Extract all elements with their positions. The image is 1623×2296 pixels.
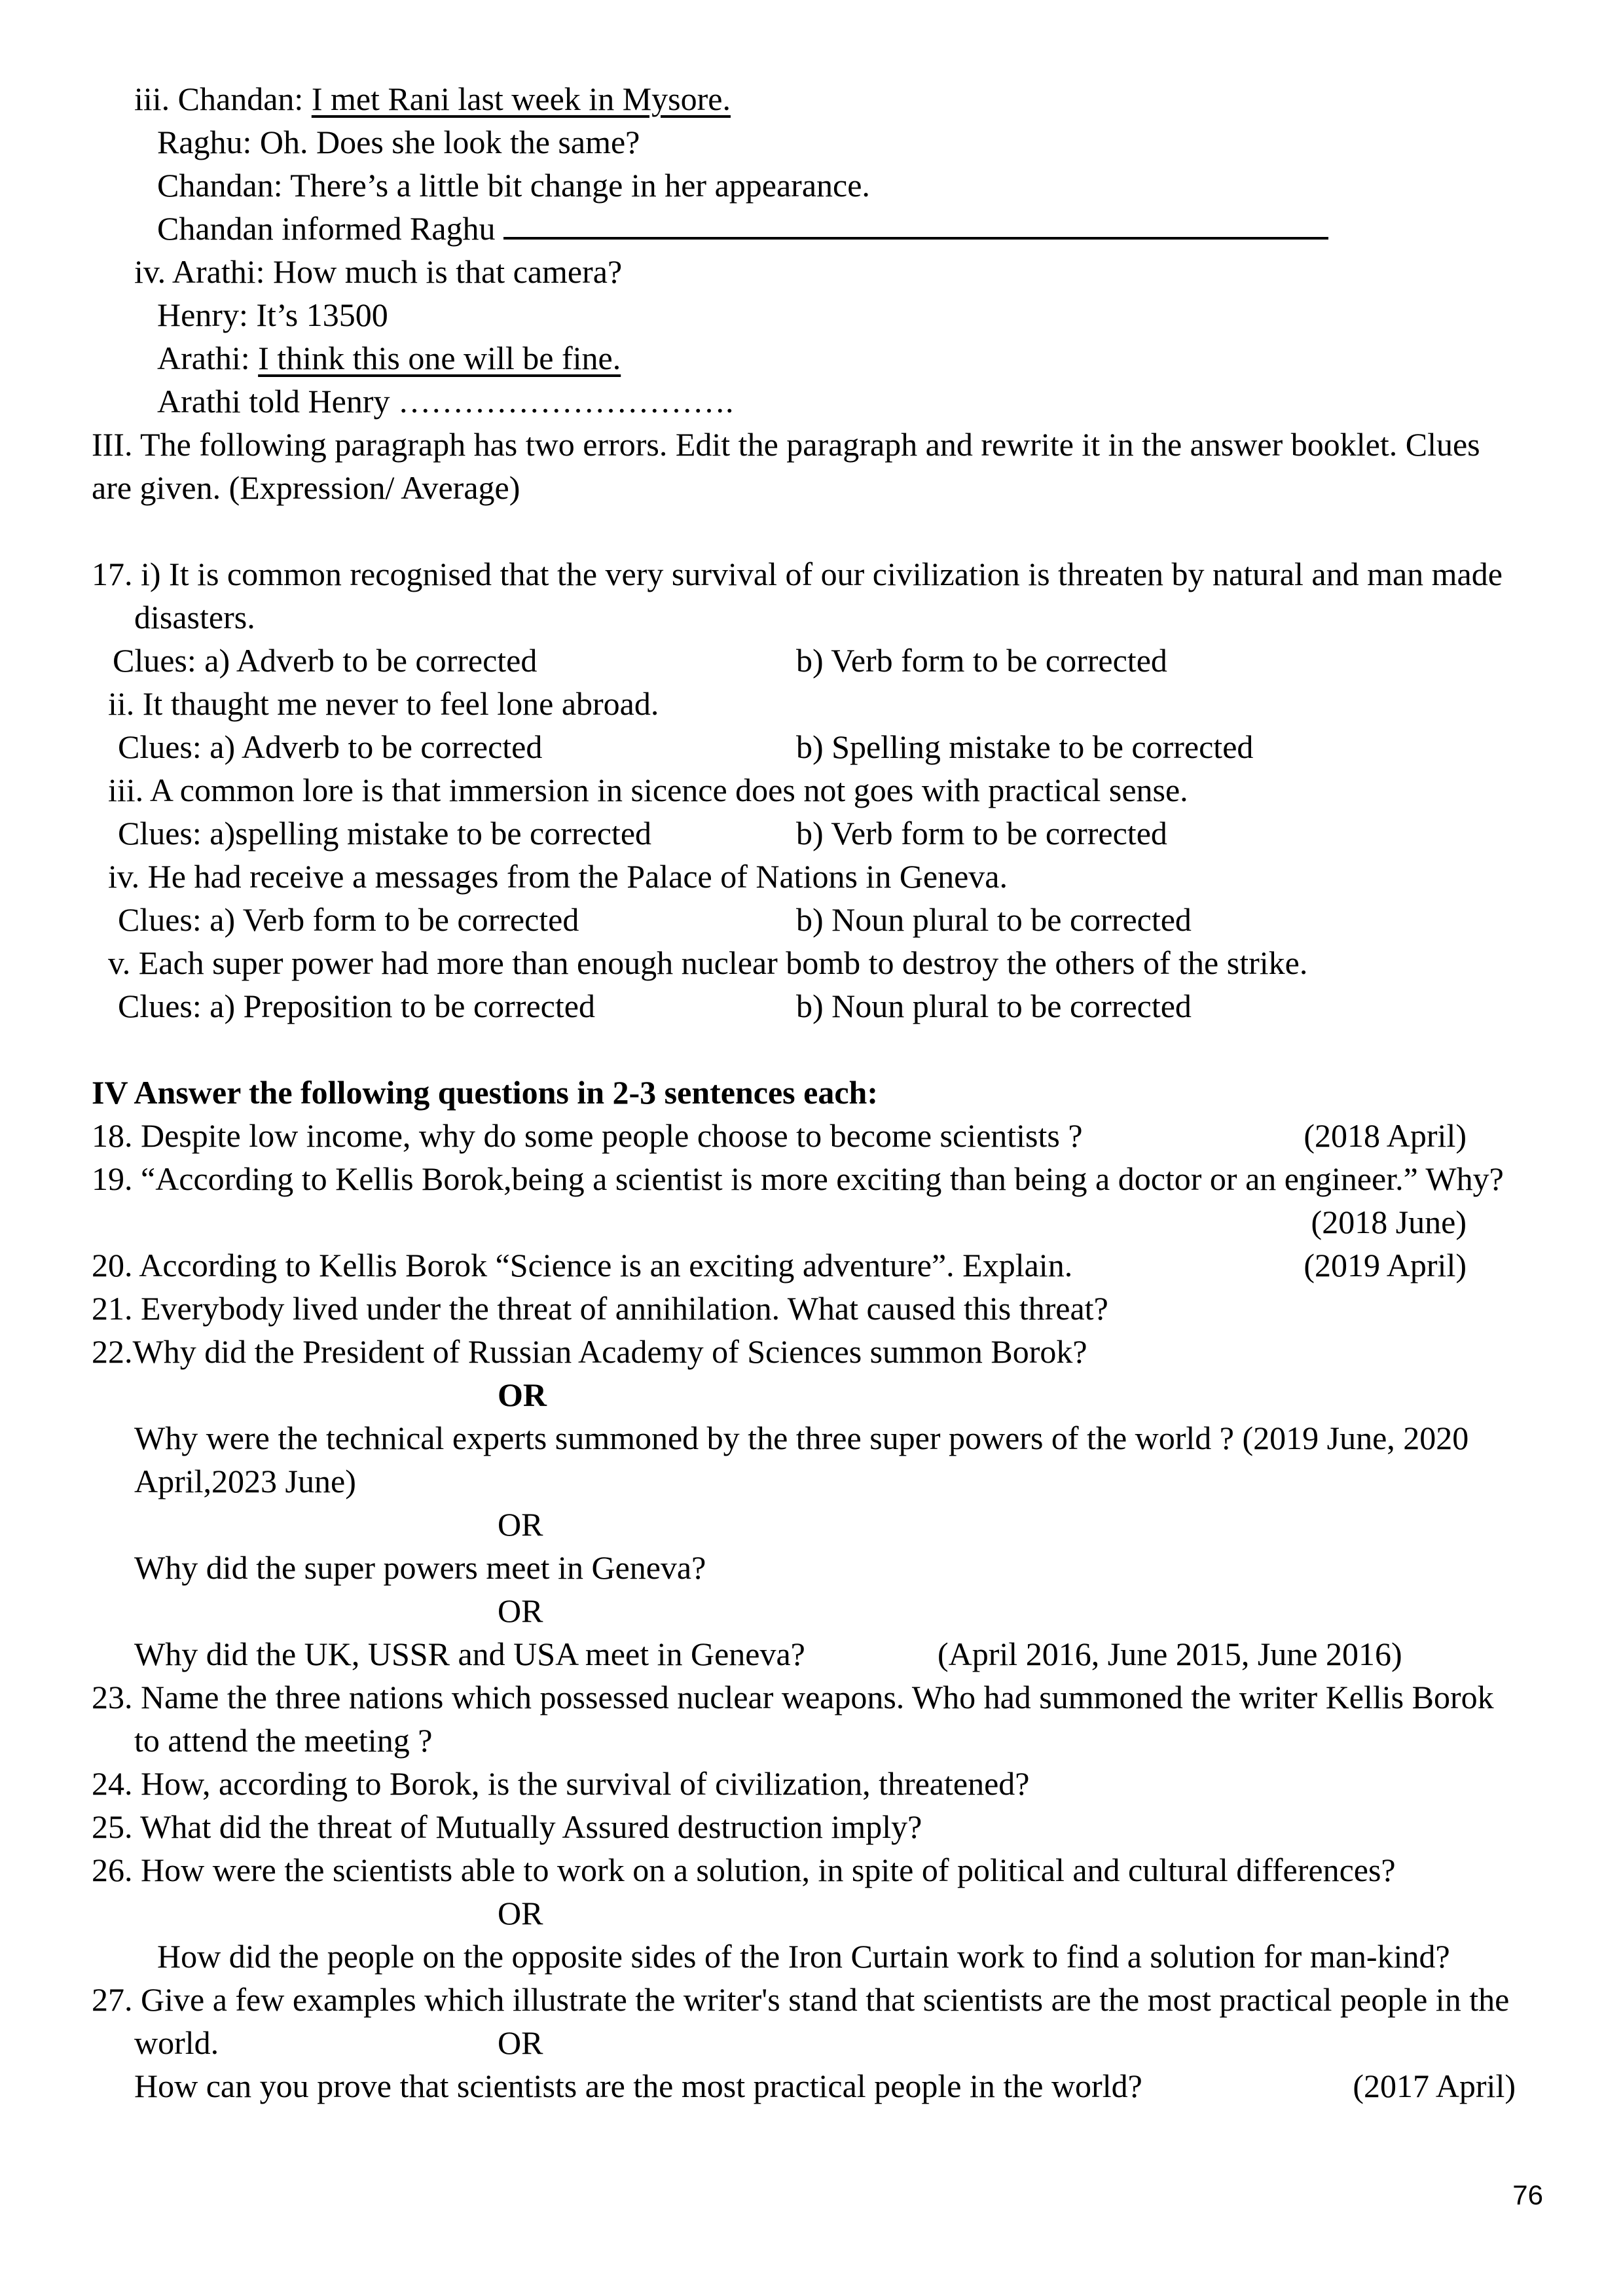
- text-span: b) Noun plural to be corrected: [796, 988, 1192, 1024]
- text-line: [92, 1114, 1532, 1157]
- text-span: Clues: a)spelling mistake to be corrected: [118, 815, 652, 852]
- text-line: [92, 293, 1532, 336]
- text-span: Clues: a) Preposition to be corrected: [118, 988, 595, 1024]
- text-line: [92, 984, 1532, 1028]
- document-content: [92, 77, 1532, 2108]
- text-line: [92, 380, 1532, 423]
- text-line: [92, 164, 1532, 207]
- text-span: OR: [498, 2024, 543, 2061]
- text-line: [92, 855, 1532, 898]
- text-line: [92, 2064, 1532, 2108]
- text-line: [92, 1589, 1532, 1632]
- text-span: OR: [498, 1895, 543, 1931]
- text-span: 19. “According to Kellis Borok,being a scientist is more exciting than being a doctor or an engineer.” Why?: [92, 1160, 1504, 1197]
- text-span: I think this one will be fine.: [258, 340, 621, 376]
- text-span: 26. How were the scientists able to work on a solution, in spite of political and cultural differences?: [92, 1852, 1396, 1888]
- fill-in-blank-line: [503, 237, 1328, 240]
- text-line: [92, 250, 1532, 293]
- text-line: [92, 1632, 1532, 1676]
- text-line: [92, 2021, 1532, 2064]
- text-span: 27. Give a few examples which illustrate the writer's stand that scientists are the most practical people in the: [92, 1981, 1510, 2018]
- text-span: 24. How, according to Borok, is the survival of civilization, threatened?: [92, 1765, 1030, 1802]
- text-line: [92, 1028, 1532, 1071]
- text-line: [92, 1762, 1532, 1805]
- text-line: [92, 1373, 1532, 1416]
- text-span: III. The following paragraph has two errors. Edit the paragraph and rewrite it in the answer booklet. Clues: [92, 426, 1480, 463]
- page-number: 76: [1512, 2179, 1543, 2210]
- text-line: [92, 596, 1532, 639]
- text-line: [92, 1546, 1532, 1589]
- text-span: Chandan: There’s a little bit change in her appearance.: [157, 167, 870, 204]
- text-span: OR: [498, 1592, 543, 1629]
- text-span: iii. Chandan:: [134, 81, 312, 117]
- text-span: 18. Despite low income, why do some people choose to become scientists ?: [92, 1117, 1083, 1154]
- text-line: [92, 725, 1532, 768]
- text-line: [92, 1330, 1532, 1373]
- text-span: v. Each super power had more than enough nuclear bomb to destroy the others of the strike.: [108, 944, 1308, 981]
- text-span: How can you prove that scientists are the most practical people in the world?: [134, 2068, 1142, 2104]
- text-line: [92, 1244, 1532, 1287]
- text-span: b) Noun plural to be corrected: [796, 901, 1192, 938]
- text-line: [92, 552, 1532, 596]
- text-line: [92, 423, 1532, 466]
- text-span: IV Answer the following questions in 2-3 sentences each:: [92, 1074, 878, 1111]
- text-line: [92, 639, 1532, 682]
- text-span: 20. According to Kellis Borok “Science is an exciting adventure”. Explain.: [92, 1247, 1073, 1283]
- text-span: 17. i) It is common recognised that the very survival of our civilization is threaten by natural and man made: [92, 556, 1503, 592]
- text-line: [92, 1935, 1532, 1978]
- text-line: [92, 1157, 1532, 1200]
- text-span: Raghu: Oh. Does she look the same?: [157, 124, 640, 160]
- text-span: iv. He had receive a messages from the Palace of Nations in Geneva.: [108, 858, 1008, 895]
- text-span: 25. What did the threat of Mutually Assured destruction imply?: [92, 1808, 922, 1845]
- text-span: iv. Arathi: How much is that camera?: [134, 253, 623, 290]
- text-span: 22.Why did the President of Russian Academy of Sciences summon Borok?: [92, 1333, 1087, 1370]
- text-span: OR: [498, 1506, 543, 1543]
- text-span: Why did the UK, USSR and USA meet in Geneva?: [134, 1636, 805, 1672]
- text-line: [92, 207, 1532, 250]
- text-span: How did the people on the opposite sides of the Iron Curtain work to find a solution for man-kind?: [157, 1938, 1450, 1975]
- text-span: 21. Everybody lived under the threat of annihilation. What caused this threat?: [92, 1290, 1108, 1327]
- text-span: disasters.: [134, 599, 255, 636]
- text-line: [92, 898, 1532, 941]
- text-line: [92, 466, 1532, 509]
- text-line: [92, 120, 1532, 164]
- text-span: Why were the technical experts summoned by the three super powers of the world ? (2019 June, 2020: [134, 1420, 1469, 1456]
- text-line: [92, 1200, 1532, 1244]
- text-span: to attend the meeting ?: [134, 1722, 433, 1759]
- text-line: [92, 1460, 1532, 1503]
- text-span: ii. It thaught me never to feel lone abroad.: [108, 685, 659, 722]
- text-span: I met Rani last week in Mysore.: [311, 81, 731, 117]
- text-line: [92, 812, 1532, 855]
- text-line: [92, 682, 1532, 725]
- text-span: iii. A common lore is that immersion in sicence does not goes with practical sense.: [108, 772, 1188, 808]
- text-span: Clues: a) Verb form to be corrected: [118, 901, 579, 938]
- text-line: [92, 1676, 1532, 1719]
- text-span: (2018 April): [1304, 1117, 1467, 1154]
- text-line: [92, 1978, 1532, 2021]
- text-span: April,2023 June): [134, 1463, 356, 1499]
- text-span: Why did the super powers meet in Geneva?: [134, 1549, 706, 1586]
- text-line: [92, 336, 1532, 380]
- text-line: [92, 1287, 1532, 1330]
- text-line: [92, 1503, 1532, 1546]
- text-span: (2018 June): [1311, 1204, 1467, 1240]
- text-line: [92, 941, 1532, 984]
- text-line: [92, 1071, 1532, 1114]
- text-span: Arathi told Henry ………………………….: [157, 383, 734, 420]
- text-span: b) Verb form to be corrected: [796, 642, 1167, 679]
- text-span: Arathi:: [157, 340, 259, 376]
- text-line: [92, 1805, 1532, 1848]
- text-span: OR: [498, 1376, 547, 1413]
- text-line: [92, 1892, 1532, 1935]
- text-span: (April 2016, June 2015, June 2016): [938, 1636, 1402, 1672]
- text-line: [92, 768, 1532, 812]
- text-span: b) Spelling mistake to be corrected: [796, 728, 1254, 765]
- text-line: [92, 77, 1532, 120]
- text-span: world.: [134, 2024, 219, 2061]
- text-line: [92, 1848, 1532, 1892]
- text-span: b) Verb form to be corrected: [796, 815, 1167, 852]
- text-span: are given. (Expression/ Average): [92, 469, 520, 506]
- text-span: (2019 April): [1304, 1247, 1467, 1283]
- text-span: Henry: It’s 13500: [157, 296, 388, 333]
- text-span: (2017 April): [1353, 2068, 1516, 2104]
- text-span: Clues: a) Adverb to be corrected: [113, 642, 538, 679]
- text-span: 23. Name the three nations which possessed nuclear weapons. Who had summoned the writer Kellis Borok: [92, 1679, 1494, 1715]
- text-span: Chandan informed Raghu: [157, 210, 504, 247]
- text-span: Clues: a) Adverb to be corrected: [118, 728, 543, 765]
- text-line: [92, 1416, 1532, 1460]
- text-line: [92, 1719, 1532, 1762]
- text-line: [92, 509, 1532, 552]
